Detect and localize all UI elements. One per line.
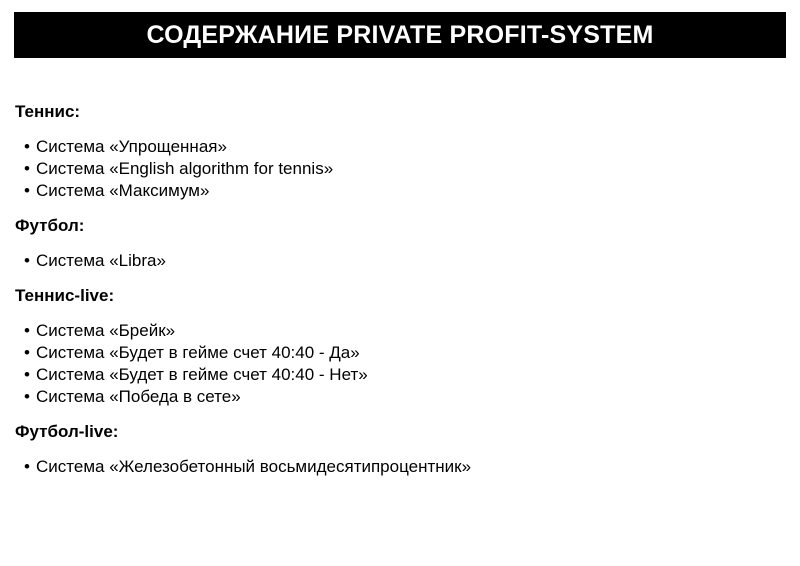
item-list (15, 136, 785, 202)
list-item (24, 180, 785, 202)
item-list (15, 456, 785, 478)
section-heading: Футбол-live: (15, 422, 119, 441)
list-item (24, 250, 785, 272)
list-item-label: Система «Будет в гейме счет 40:40 - Да» (36, 343, 360, 362)
page-title-bar (14, 12, 786, 58)
list-item (24, 158, 785, 180)
section-football (15, 215, 785, 272)
bullet-icon: • (24, 387, 30, 406)
list-item (24, 136, 785, 158)
list-item (24, 342, 785, 364)
bullet-icon: • (24, 181, 30, 200)
bullet-icon: • (24, 251, 30, 270)
section-heading: Футбол: (15, 216, 85, 235)
section-football-live (15, 421, 785, 478)
list-item (24, 364, 785, 386)
contents-list (15, 101, 785, 491)
section-heading: Теннис-live: (15, 286, 115, 305)
list-item-label: Система «Будет в гейме счет 40:40 - Нет» (36, 365, 368, 384)
list-item-label: Система «Максимум» (36, 181, 210, 200)
bullet-icon: • (24, 159, 30, 178)
list-item-label: Система «English algorithm for tennis» (36, 159, 334, 178)
list-item (24, 386, 785, 408)
list-item-label: Система «Брейк» (36, 321, 176, 340)
list-item (24, 456, 785, 478)
bullet-icon: • (24, 321, 30, 340)
list-item-label: Система «Libra» (36, 251, 166, 270)
list-item (24, 320, 785, 342)
item-list (15, 320, 785, 408)
bullet-icon: • (24, 365, 30, 384)
bullet-icon: • (24, 457, 30, 476)
page-title: СОДЕРЖАНИЕ PRIVATE PROFIT-SYSTEM (146, 20, 654, 49)
item-list (15, 250, 785, 272)
bullet-icon: • (24, 343, 30, 362)
section-heading: Теннис: (15, 102, 81, 121)
section-tennis-live (15, 285, 785, 408)
section-tennis (15, 101, 785, 202)
bullet-icon: • (24, 137, 30, 156)
list-item-label: Система «Упрощенная» (36, 137, 227, 156)
list-item-label: Система «Железобетонный восьмидесятипроцентник» (36, 457, 472, 476)
list-item-label: Система «Победа в сете» (36, 387, 241, 406)
